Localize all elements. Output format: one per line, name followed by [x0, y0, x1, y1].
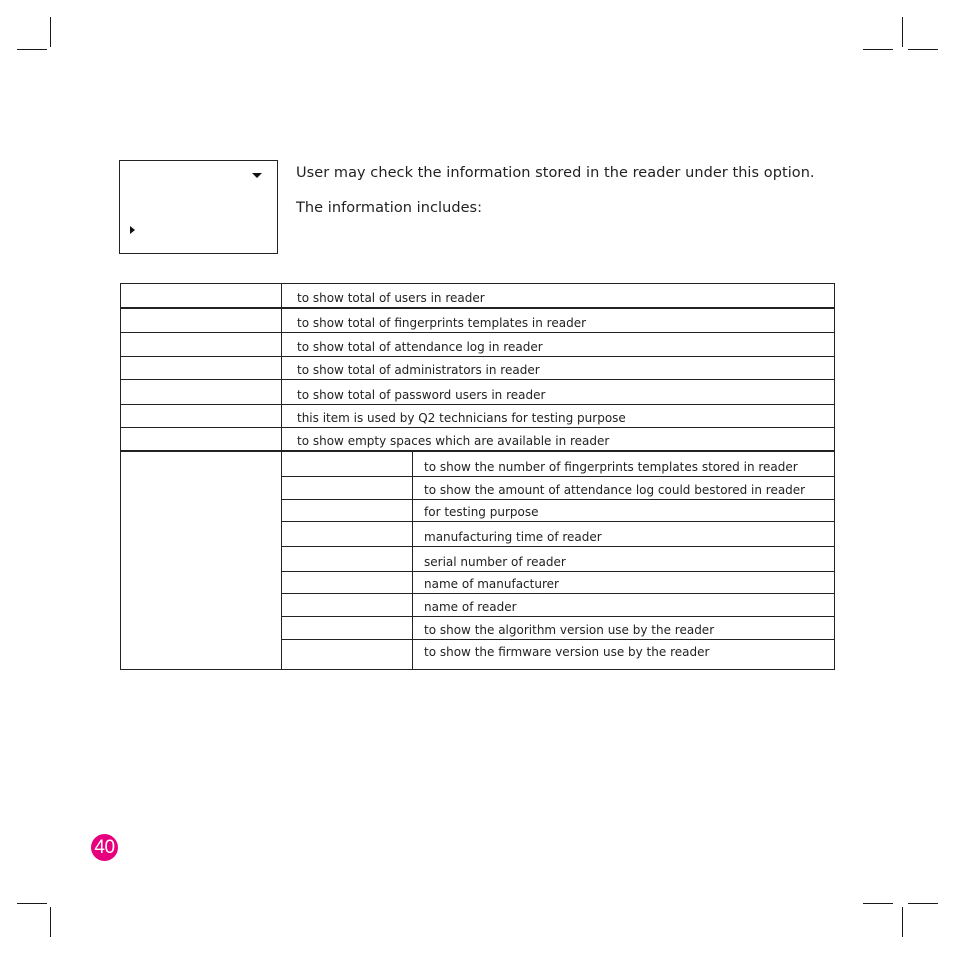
item-name-cell: [121, 357, 282, 379]
scroll-down-arrow-icon: [252, 173, 262, 178]
sub-table-row: [282, 593, 834, 616]
crop-mark: [863, 49, 893, 50]
item-description: to show total of password users in reader: [297, 388, 546, 402]
sub-item-description: for testing purpose: [424, 505, 539, 519]
crop-mark: [50, 17, 51, 47]
group-name-cell: [121, 452, 282, 669]
crop-mark: [17, 49, 47, 50]
item-description: this item is used by Q2 technicians for testing purpose: [297, 411, 626, 425]
sub-table-row: [282, 476, 834, 499]
sub-item-description: manufacturing time of reader: [424, 530, 602, 544]
sub-item-name-cell: [282, 522, 413, 546]
sub-item-description: name of manufacturer: [424, 577, 559, 591]
crop-mark: [908, 903, 938, 904]
item-description: to show total of users in reader: [297, 291, 485, 305]
item-name-cell: [121, 284, 282, 307]
table-row: [121, 379, 834, 404]
crop-mark: [902, 17, 903, 47]
sub-table-row: [282, 639, 834, 669]
sub-table-row: [282, 546, 834, 571]
item-description: to show empty spaces which are available in reader: [297, 434, 610, 448]
item-name-cell: [121, 405, 282, 427]
item-name-cell: [121, 333, 282, 356]
table-row: [121, 332, 834, 356]
info-table: [120, 283, 835, 670]
sub-table-row: [282, 499, 834, 521]
sub-item-name-cell: [282, 572, 413, 593]
crop-mark: [902, 907, 903, 937]
sub-item-name-cell: [282, 594, 413, 616]
item-name-cell: [121, 309, 282, 332]
sub-table: [282, 452, 834, 669]
menu-screen-box: [119, 160, 278, 254]
sub-item-description: serial number of reader: [424, 555, 566, 569]
sub-item-name-cell: [282, 640, 413, 669]
sub-item-description: to show the number of fingerprints templates stored in reader: [424, 460, 798, 474]
sub-item-description: name of reader: [424, 600, 517, 614]
system-info-group: [121, 450, 834, 669]
sub-item-description: to show the amount of attendance log could bestored in reader: [424, 483, 806, 497]
crop-mark: [908, 49, 938, 50]
intro-line-1: User may check the information stored in the reader under this option.: [296, 165, 815, 181]
sub-item-name-cell: [282, 617, 413, 639]
item-description: to show total of fingerprints templates in reader: [297, 316, 587, 330]
table-row: [121, 404, 834, 427]
sub-item-name-cell: [282, 477, 413, 499]
sub-item-name-cell: [282, 500, 413, 521]
sub-table-row: [282, 571, 834, 593]
item-name-cell: [121, 428, 282, 450]
sub-item-name-cell: [282, 452, 413, 476]
table-row: [121, 307, 834, 332]
table-row: [121, 284, 834, 307]
sub-item-description: to show the firmware version use by the reader: [424, 645, 710, 659]
item-name-cell: [121, 380, 282, 404]
crop-mark: [17, 903, 47, 904]
selection-pointer-icon: [130, 226, 135, 234]
intro-line-2: The information includes:: [296, 200, 483, 216]
table-row: [121, 356, 834, 379]
item-description: to show total of administrators in reader: [297, 363, 540, 377]
crop-mark: [50, 907, 51, 937]
sub-table-row: [282, 452, 834, 476]
sub-table-row: [282, 521, 834, 546]
page-number-badge: 40: [91, 834, 118, 861]
item-description: to show total of attendance log in reader: [297, 340, 543, 354]
sub-item-name-cell: [282, 547, 413, 571]
table-row: [121, 427, 834, 450]
crop-mark: [863, 903, 893, 904]
sub-item-description: to show the algorithm version use by the reader: [424, 623, 715, 637]
sub-table-row: [282, 616, 834, 639]
